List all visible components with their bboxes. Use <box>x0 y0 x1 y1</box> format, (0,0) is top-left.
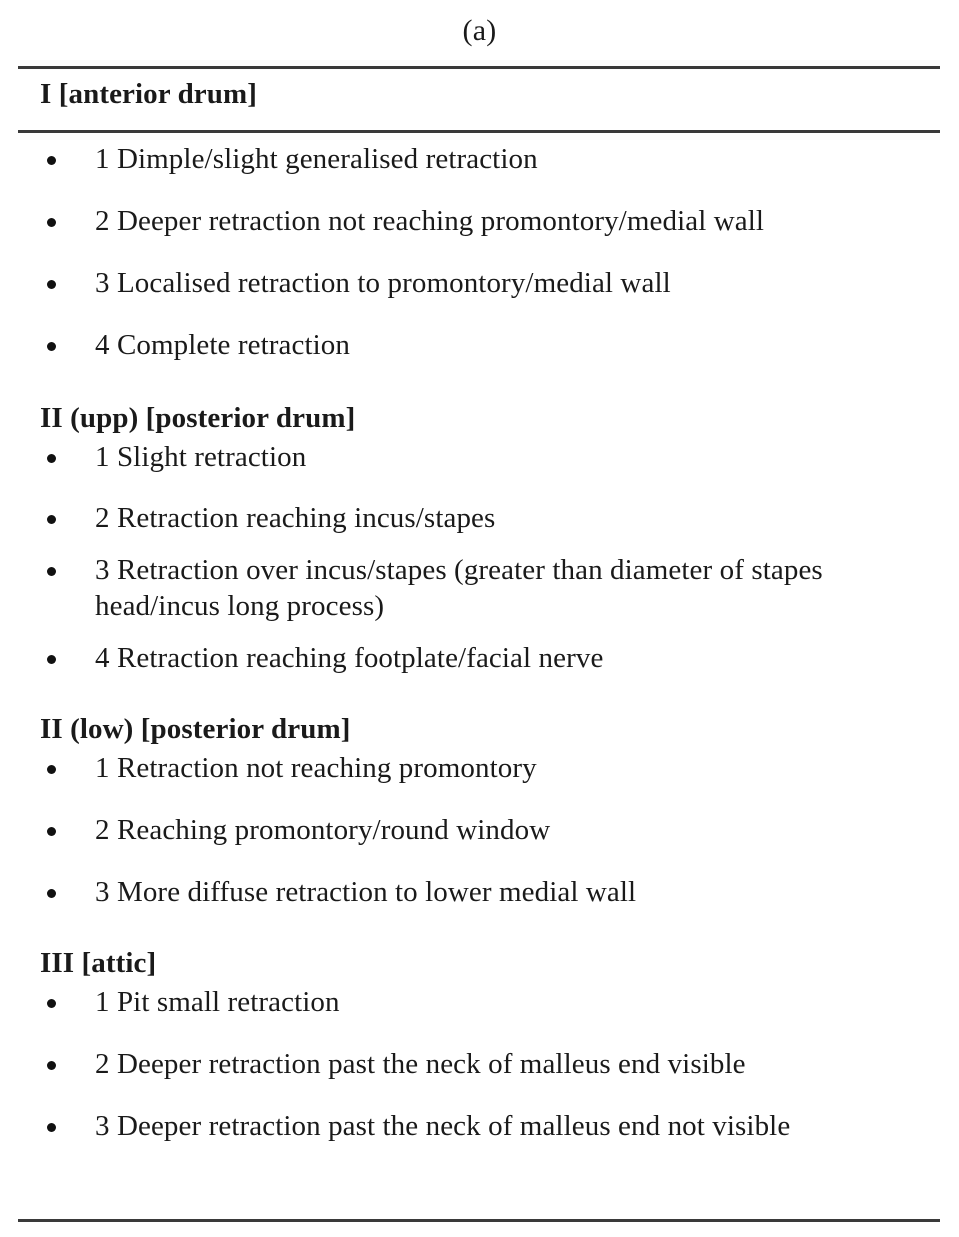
list-item-label: 3 Retraction over incus/stapes (greater than diameter of stapes head/incus long process) <box>95 554 823 622</box>
list-item-label: 1 Dimple/slight generalised retraction <box>95 143 538 175</box>
section-items-iii <box>0 984 959 1144</box>
list-item-label: 1 Slight retraction <box>95 441 307 473</box>
table-bottom-rule <box>18 1219 940 1222</box>
list-item-label: 4 Complete retraction <box>95 329 350 361</box>
list-item <box>0 500 959 536</box>
list-item <box>0 327 959 363</box>
list-item-label: 2 Reaching promontory/round window <box>95 814 551 846</box>
list-item <box>0 552 959 624</box>
list-item <box>0 874 959 910</box>
table-top-rule <box>18 66 940 69</box>
bullet-icon <box>47 655 56 664</box>
bullet-icon <box>47 889 56 898</box>
list-item <box>0 1046 959 1082</box>
bullet-icon <box>47 218 56 227</box>
list-item <box>0 750 959 786</box>
section-items-ii-lower <box>0 750 959 910</box>
list-item-label: 3 Deeper retraction past the neck of malleus end not visible <box>95 1110 791 1142</box>
bullet-icon <box>47 827 56 836</box>
list-item <box>0 812 959 848</box>
bullet-icon <box>47 1123 56 1132</box>
list-item <box>0 640 959 676</box>
list-item-label: 1 Pit small retraction <box>95 986 340 1018</box>
bullet-icon <box>47 999 56 1008</box>
list-item-label: 3 Localised retraction to promontory/medial wall <box>95 267 671 299</box>
list-item <box>0 1108 959 1144</box>
table-body <box>0 78 959 1144</box>
list-item <box>0 265 959 301</box>
list-item <box>0 203 959 239</box>
list-item-label: 1 Retraction not reaching promontory <box>95 752 537 784</box>
figure-caption: (a) <box>462 14 497 47</box>
list-item <box>0 439 959 475</box>
bullet-icon <box>47 280 56 289</box>
list-item <box>0 984 959 1020</box>
section-items-ii-upper <box>0 439 959 676</box>
bullet-icon <box>47 567 56 576</box>
list-item <box>0 141 959 177</box>
bullet-icon <box>47 156 56 165</box>
section-heading-iii: III [attic] <box>40 947 157 979</box>
section-heading-ii-lower: II (low) [posterior drum] <box>40 713 351 745</box>
bullet-icon <box>47 1061 56 1070</box>
list-item-label: 2 Retraction reaching incus/stapes <box>95 502 496 534</box>
bullet-icon <box>47 515 56 524</box>
section-items-i <box>0 141 959 363</box>
list-item-label: 4 Retraction reaching footplate/facial nerve <box>95 642 604 674</box>
list-item-label: 2 Deeper retraction past the neck of malleus end visible <box>95 1048 746 1080</box>
bullet-icon <box>47 342 56 351</box>
bullet-icon <box>47 454 56 463</box>
section-heading-ii-upper: II (upp) [posterior drum] <box>40 402 356 434</box>
list-item-label: 3 More diffuse retraction to lower medial wall <box>95 876 637 908</box>
bullet-icon <box>47 765 56 774</box>
section-heading-i: I [anterior drum] <box>40 78 258 110</box>
list-item-label: 2 Deeper retraction not reaching promontory/medial wall <box>95 205 765 237</box>
